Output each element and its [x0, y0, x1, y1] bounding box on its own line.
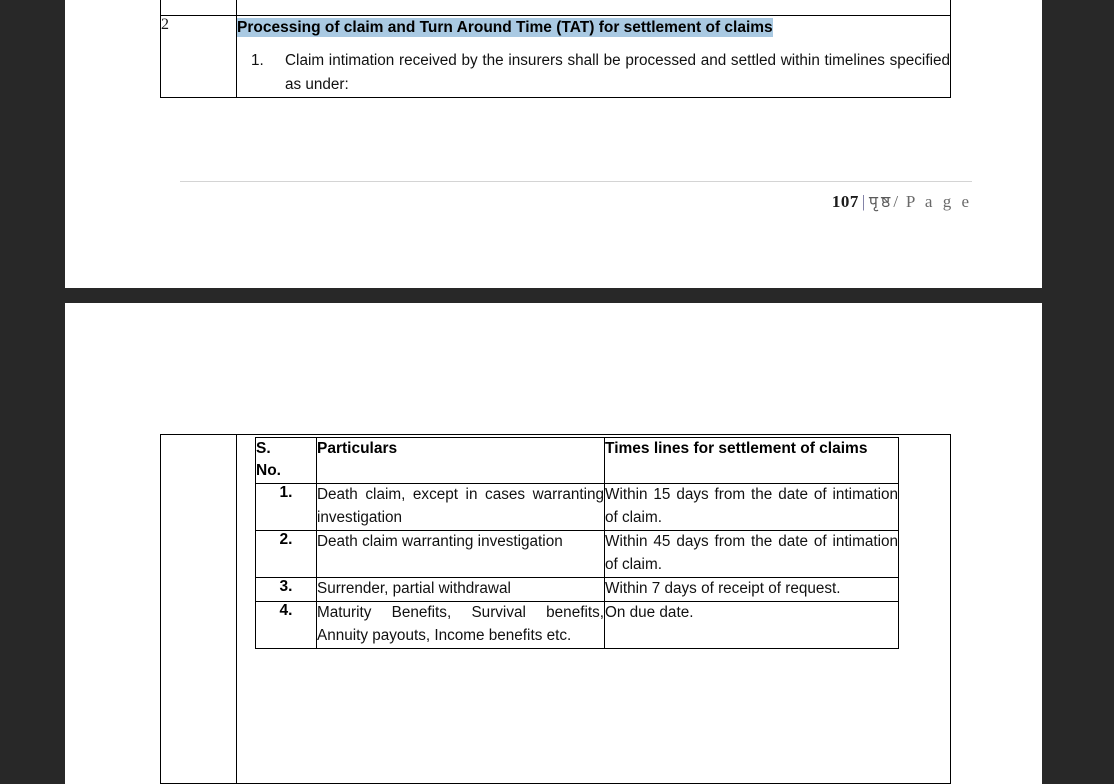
column-header-particulars: Particulars [317, 438, 605, 484]
table-header-row [256, 438, 899, 484]
cell-timeline: On due date. [605, 601, 899, 648]
document-page-bottom [65, 303, 1042, 784]
column-header-sno [256, 438, 317, 484]
cell-particulars: Death claim warranting investigation [317, 530, 605, 577]
table-row [256, 577, 899, 601]
footer-slash: / [893, 192, 902, 211]
footer-page-number: 107 [831, 192, 859, 211]
tat-table [255, 437, 899, 649]
cell-timeline: Within 7 days of receipt of request. [605, 577, 899, 601]
column-header-timelines: Times lines for settlement of claims [605, 438, 899, 484]
clause-list [237, 49, 950, 96]
list-item-marker: 1. [251, 52, 264, 70]
cell-particulars: Maturity Benefits, Survival benefits, Annuity payouts, Income benefits etc. [317, 601, 605, 648]
cell-particulars: Surrender, partial withdrawal [317, 577, 605, 601]
list-item-text: Claim intimation received by the insurers shall be processed and settled within timelines specified as under: [285, 52, 950, 93]
clause-heading: Processing of claim and Turn Around Time (TAT) for settlement of claims [237, 19, 773, 36]
page-footer [180, 181, 972, 212]
list-item [237, 49, 950, 96]
footer-english-word: P a g e [905, 192, 972, 211]
clause-body [237, 16, 951, 98]
stub-cell-number [161, 0, 237, 16]
footer-page-label [180, 190, 972, 212]
table-row [161, 16, 951, 98]
cell-sno: 1. [256, 483, 317, 530]
tat-table-wrapper [237, 435, 950, 669]
table-row [256, 483, 899, 530]
table-row-stub [161, 0, 951, 16]
table-row [161, 435, 951, 784]
document-page-top [65, 0, 1042, 290]
footer-hindi-word: पृष्ठ [868, 192, 894, 211]
cell-timeline: Within 45 days from the date of intimation of claim. [605, 530, 899, 577]
cell-sno: 4. [256, 601, 317, 648]
page-separator-gap [0, 288, 1114, 303]
cell-sno: 3. [256, 577, 317, 601]
outer-right-cell [237, 435, 951, 784]
column-header-sno-line2: No. [256, 462, 281, 480]
cell-sno: 2. [256, 530, 317, 577]
outer-wrapper-table [160, 434, 951, 784]
stub-cell-body [237, 0, 951, 16]
clause-number: 2 [161, 16, 237, 98]
outer-left-cell [161, 435, 237, 784]
footer-separator: | [861, 192, 866, 211]
clause-table [160, 0, 951, 98]
cell-particulars: Death claim, except in cases warranting investigation [317, 483, 605, 530]
footer-divider [180, 181, 972, 182]
table-row [256, 601, 899, 648]
cell-timeline: Within 15 days from the date of intimation of claim. [605, 483, 899, 530]
column-header-sno-line1: S. [256, 440, 271, 457]
table-row [256, 530, 899, 577]
